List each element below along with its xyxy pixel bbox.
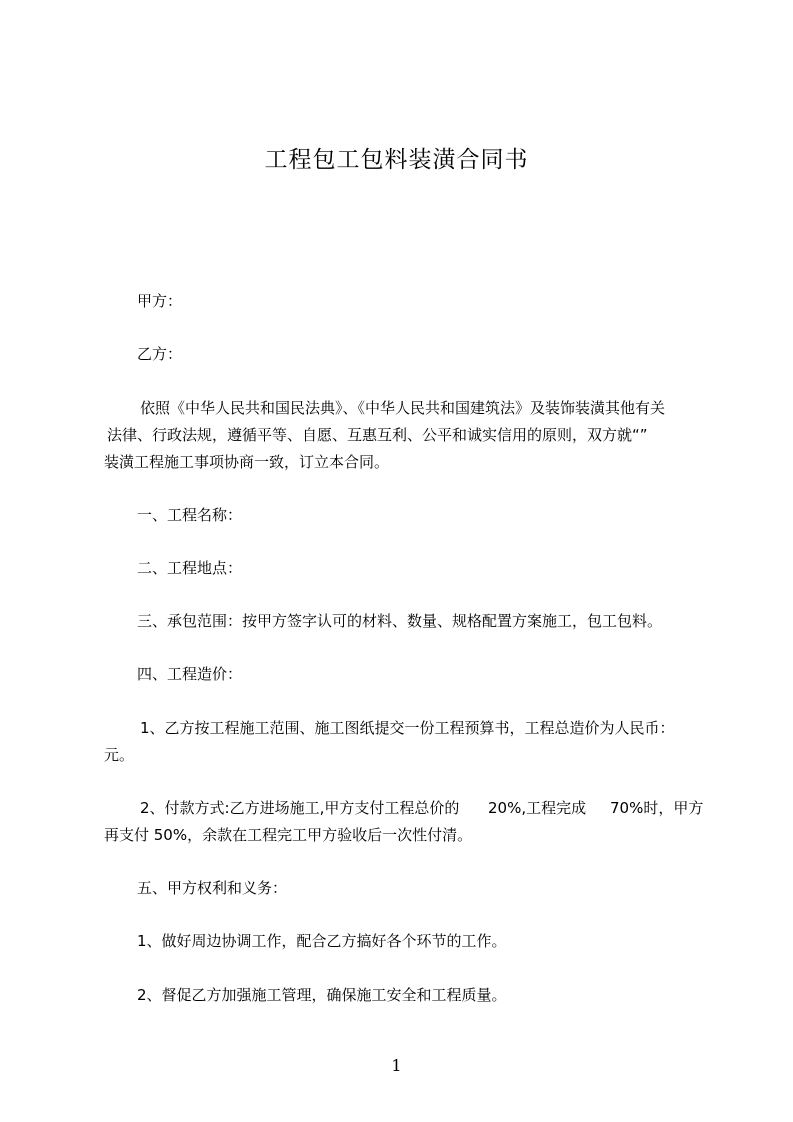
section-heading-contract-scope: 三、承包范围：按甲方签字认可的材料、数量、规格配置方案施工，包工包料。 [137, 612, 663, 630]
cost-item-1-line-1: 1、乙方按工程施工范围、施工图纸提交一份工程预算书，工程总造价为人民币： [140, 719, 675, 737]
page-number: 1 [391, 1056, 402, 1075]
section-heading-project-cost: 四、工程造价： [137, 665, 243, 683]
cost-item-2-line-1-part-2: 20%,工程完成 [488, 799, 587, 817]
party-a-duty-2: 2、督促乙方加强施工管理，确保施工安全和工程质量。 [137, 986, 507, 1004]
party-b-label: 乙方： [137, 345, 183, 363]
intro-paragraph-line-2: 法律、行政法规，遵循平等、自愿、互惠互利、公平和诚实信用的原则，双方就“” [107, 426, 648, 444]
cost-item-2-line-2: 再支付 50%，余款在工程完工甲方验收后一次性付清。 [104, 826, 473, 844]
section-heading-project-name: 一、工程名称： [137, 506, 243, 524]
cost-item-1-line-2: 元。 [104, 746, 135, 764]
cost-item-2-line-1-part-3: 70%时，甲方 [610, 799, 704, 817]
intro-paragraph-line-3: 装潢工程施工事项协商一致，订立本合同。 [104, 453, 390, 471]
cost-item-2-line-1-part-1: 2、付款方式:乙方进场施工,甲方支付工程总价的 [140, 799, 460, 817]
section-heading-project-location: 二、工程地点： [137, 559, 243, 577]
document-title: 工程包工包料装潢合同书 [264, 147, 529, 173]
section-heading-party-a-rights: 五、甲方权利和义务： [137, 879, 288, 897]
party-a-label: 甲方： [137, 292, 183, 310]
party-a-duty-1: 1、做好周边协调工作，配合乙方搞好各个环节的工作。 [137, 932, 507, 950]
intro-paragraph-line-1: 依照《中华人民共和国民法典》、《中华人民共和国建筑法》及装饰装潢其他有关 [140, 399, 666, 417]
